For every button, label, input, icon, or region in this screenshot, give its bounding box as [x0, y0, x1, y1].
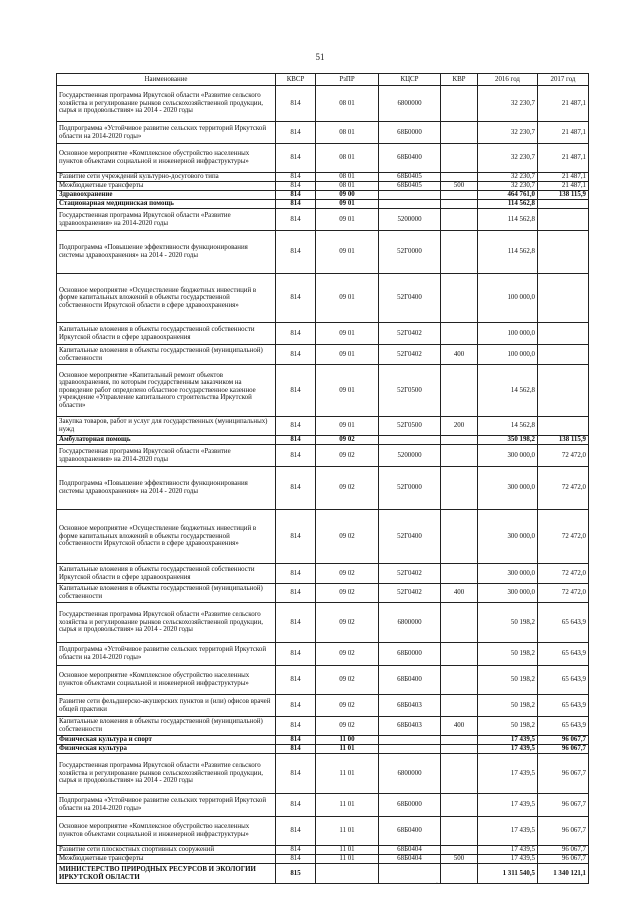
cell-name: Межбюджетные трансферты — [57, 855, 276, 864]
table-row — [57, 173, 589, 182]
cell-2016: 50 198,2 — [478, 643, 538, 666]
cell-rzpr: 09 00 — [316, 191, 379, 200]
cell-rzpr: 09 02 — [316, 445, 379, 467]
cell-2017: 138 115,9 — [538, 191, 589, 200]
cell-2017 — [538, 200, 589, 209]
cell-name: Подпрограмма «Устойчивое развитие сельских территорий Иркутской области на 2014-2020 годы» — [57, 794, 276, 817]
cell-kvr — [441, 365, 478, 417]
cell-name: Государственная программа Иркутской области «Развитие здравоохранения» на 2014-2020 годы — [57, 209, 276, 231]
cell-kvsr: 814 — [276, 717, 316, 736]
cell-rzpr: 11 01 — [316, 754, 379, 794]
cell-2017: 72 472,0 — [538, 584, 589, 603]
cell-kvr — [441, 794, 478, 817]
table-row — [57, 274, 589, 323]
cell-kcsr: 68Б0404 — [379, 855, 441, 864]
cell-2017: 96 067,7 — [538, 736, 589, 745]
cell-name: Межбюджетные трансферты — [57, 182, 276, 191]
cell-name: Капитальные вложения в объекты государственной (муниципальной) собственности — [57, 717, 276, 736]
cell-kcsr — [379, 745, 441, 754]
cell-kvr — [441, 122, 478, 144]
table-row — [57, 345, 589, 365]
cell-rzpr: 09 02 — [316, 666, 379, 695]
table-row — [57, 855, 589, 864]
cell-rzpr: 09 01 — [316, 209, 379, 231]
cell-kvr — [441, 173, 478, 182]
cell-name: Основное мероприятие «Комплексное обустройство населенных пунктов объектами социальной и инженерной инфраструктуры» — [57, 817, 276, 846]
cell-rzpr: 08 01 — [316, 144, 379, 173]
cell-2017 — [538, 231, 589, 274]
cell-kvsr: 814 — [276, 417, 316, 436]
cell-kcsr: 68Б0403 — [379, 695, 441, 717]
cell-2016: 17 439,5 — [478, 817, 538, 846]
table-row — [57, 445, 589, 467]
cell-kcsr: 52Г0000 — [379, 467, 441, 510]
cell-rzpr: 09 02 — [316, 695, 379, 717]
cell-name: Здравоохранение — [57, 191, 276, 200]
cell-2017 — [538, 417, 589, 436]
cell-kvsr: 814 — [276, 736, 316, 745]
cell-rzpr: 09 01 — [316, 323, 379, 345]
table-row — [57, 323, 589, 345]
cell-kcsr: 5200000 — [379, 445, 441, 467]
cell-kvsr: 814 — [276, 584, 316, 603]
cell-kvr — [441, 467, 478, 510]
table-row — [57, 231, 589, 274]
cell-kvsr: 814 — [276, 231, 316, 274]
cell-2016: 114 562,8 — [478, 200, 538, 209]
cell-2017: 65 643,9 — [538, 666, 589, 695]
cell-rzpr: 09 01 — [316, 417, 379, 436]
cell-name: МИНИСТЕРСТВО ПРИРОДНЫХ РЕСУРСОВ И ЭКОЛОГИИ ИРКУТСКОЙ ОБЛАСТИ — [57, 864, 276, 884]
table-row — [57, 817, 589, 846]
cell-name: Развитие сети плоскостных спортивных сооружений — [57, 846, 276, 855]
cell-2016: 17 439,5 — [478, 855, 538, 864]
cell-name: Основное мероприятие «Комплексное обустройство населенных пунктов объектами социальной и инженерной инфраструктуры» — [57, 666, 276, 695]
cell-kvsr: 814 — [276, 182, 316, 191]
cell-2017: 96 067,7 — [538, 846, 589, 855]
table-row — [57, 564, 589, 584]
cell-2017: 96 067,7 — [538, 794, 589, 817]
cell-kvsr: 814 — [276, 200, 316, 209]
cell-rzpr: 09 02 — [316, 584, 379, 603]
table-row — [57, 209, 589, 231]
cell-rzpr: 09 02 — [316, 510, 379, 564]
cell-kcsr: 5200000 — [379, 209, 441, 231]
budget-table — [56, 73, 589, 884]
cell-kcsr: 6800000 — [379, 754, 441, 794]
cell-2017: 21 487,1 — [538, 182, 589, 191]
cell-name: Капитальные вложения в объекты государственной собственности Иркутской области в сфере здравоохранения — [57, 323, 276, 345]
cell-name: Закупка товаров, работ и услуг для государственных (муниципальных) нужд — [57, 417, 276, 436]
table-row — [57, 754, 589, 794]
cell-rzpr: 11 00 — [316, 736, 379, 745]
cell-kcsr: 68Б0400 — [379, 144, 441, 173]
cell-kvsr: 814 — [276, 191, 316, 200]
cell-rzpr: 11 01 — [316, 817, 379, 846]
cell-2017: 96 067,7 — [538, 754, 589, 794]
cell-kvsr: 814 — [276, 467, 316, 510]
cell-kcsr: 52Г0402 — [379, 345, 441, 365]
cell-name: Государственная программа Иркутской области «Развитие здравоохранения» на 2014-2020 годы — [57, 445, 276, 467]
cell-2016: 32 230,7 — [478, 173, 538, 182]
cell-name: Основное мероприятие «Капитальный ремонт объектов здравоохранения, по которым государственным заказчиком на проведение работ определено областное государственное казенное учреждение «Управление капитального строительства Иркутской области» — [57, 365, 276, 417]
cell-name: Подпрограмма «Устойчивое развитие сельских территорий Иркутской области на 2014-2020 годы» — [57, 122, 276, 144]
page-number: 51 — [315, 52, 325, 62]
cell-rzpr: 11 01 — [316, 745, 379, 754]
cell-kvsr: 815 — [276, 864, 316, 884]
header-rzpr: РзПР — [316, 74, 379, 86]
cell-kcsr — [379, 736, 441, 745]
cell-name: Стационарная медицинская помощь — [57, 200, 276, 209]
cell-kvr — [441, 817, 478, 846]
cell-kvsr: 814 — [276, 564, 316, 584]
cell-2016: 32 230,7 — [478, 144, 538, 173]
cell-2016: 14 562,8 — [478, 417, 538, 436]
cell-rzpr: 08 01 — [316, 173, 379, 182]
cell-kcsr: 52Г0400 — [379, 510, 441, 564]
cell-kcsr: 52Г0402 — [379, 584, 441, 603]
cell-kvsr: 814 — [276, 365, 316, 417]
cell-kvr: 500 — [441, 182, 478, 191]
cell-2017: 21 487,1 — [538, 173, 589, 182]
cell-kvsr: 814 — [276, 666, 316, 695]
cell-kcsr — [379, 200, 441, 209]
cell-rzpr: 09 01 — [316, 200, 379, 209]
cell-2017: 96 067,7 — [538, 855, 589, 864]
table-row — [57, 584, 589, 603]
cell-kvr — [441, 643, 478, 666]
cell-kvr — [441, 86, 478, 122]
cell-2016: 50 198,2 — [478, 666, 538, 695]
cell-2017 — [538, 209, 589, 231]
cell-2017: 65 643,9 — [538, 695, 589, 717]
cell-2016: 114 562,8 — [478, 231, 538, 274]
table-row — [57, 191, 589, 200]
cell-2016: 50 198,2 — [478, 717, 538, 736]
header-2017: 2017 год — [538, 74, 589, 86]
cell-2016: 50 198,2 — [478, 603, 538, 643]
cell-kvsr: 814 — [276, 173, 316, 182]
cell-kvr — [441, 846, 478, 855]
cell-kcsr: 68Б0404 — [379, 846, 441, 855]
table-row — [57, 365, 589, 417]
header-2016: 2016 год — [478, 74, 538, 86]
cell-2016: 100 000,0 — [478, 323, 538, 345]
header-kcsr: КЦСР — [379, 74, 441, 86]
cell-rzpr: 09 02 — [316, 564, 379, 584]
cell-name: Развитие сети учреждений культурно-досугового типа — [57, 173, 276, 182]
cell-rzpr: 09 02 — [316, 467, 379, 510]
cell-kcsr: 52Г0402 — [379, 323, 441, 345]
table-row — [57, 603, 589, 643]
cell-2017: 72 472,0 — [538, 467, 589, 510]
cell-kvsr: 814 — [276, 144, 316, 173]
cell-kvsr: 814 — [276, 603, 316, 643]
cell-kvr — [441, 666, 478, 695]
cell-name: Подпрограмма «Повышение эффективности функционирования системы здравоохранения» на 2014 - 2020 годы — [57, 467, 276, 510]
cell-rzpr: 09 01 — [316, 274, 379, 323]
cell-2017: 21 487,1 — [538, 144, 589, 173]
cell-rzpr — [316, 864, 379, 884]
table-row — [57, 794, 589, 817]
cell-2016: 300 000,0 — [478, 445, 538, 467]
cell-kvr: 400 — [441, 584, 478, 603]
cell-rzpr: 09 02 — [316, 603, 379, 643]
cell-kvsr: 814 — [276, 209, 316, 231]
cell-name: Подпрограмма «Устойчивое развитие сельских территорий Иркутской области на 2014-2020 годы» — [57, 643, 276, 666]
cell-rzpr: 09 02 — [316, 717, 379, 736]
cell-name: Физическая культура — [57, 745, 276, 754]
cell-kcsr: 68Б0405 — [379, 182, 441, 191]
cell-2017: 72 472,0 — [538, 445, 589, 467]
cell-rzpr: 09 02 — [316, 436, 379, 445]
cell-kvr — [441, 436, 478, 445]
cell-kvr — [441, 510, 478, 564]
cell-kvsr: 814 — [276, 323, 316, 345]
table-row — [57, 436, 589, 445]
cell-2016: 300 000,0 — [478, 564, 538, 584]
cell-kvr — [441, 864, 478, 884]
cell-kvr — [441, 745, 478, 754]
cell-2017: 21 487,1 — [538, 86, 589, 122]
cell-2016: 32 230,7 — [478, 122, 538, 144]
table-row — [57, 666, 589, 695]
cell-kvr — [441, 274, 478, 323]
header-kvsr: КВСР — [276, 74, 316, 86]
cell-name: Государственная программа Иркутской области «Развитие сельского хозяйства и регулирование рынков сельскохозяйственной продукции, сырья и продовольствия» на 2014 - 2020 годы — [57, 754, 276, 794]
scan-mark: ‧ — [436, 881, 438, 887]
cell-2017: 96 067,7 — [538, 817, 589, 846]
cell-name: Физическая культура и спорт — [57, 736, 276, 745]
table-row — [57, 846, 589, 855]
cell-2017: 1 340 121,1 — [538, 864, 589, 884]
cell-kcsr — [379, 191, 441, 200]
cell-kvsr: 814 — [276, 643, 316, 666]
cell-kvsr: 814 — [276, 274, 316, 323]
table-row — [57, 144, 589, 173]
cell-name: Основное мероприятие «Осуществление бюджетных инвестиций в форме капитальных вложений в объекты государственной собственности Иркутской области в сфере здравоохранения» — [57, 274, 276, 323]
cell-kcsr: 68Б0000 — [379, 643, 441, 666]
cell-2016: 300 000,0 — [478, 467, 538, 510]
cell-kvr — [441, 209, 478, 231]
table-header-row — [57, 74, 589, 86]
cell-name: Капитальные вложения в объекты государственной (муниципальной) собственности — [57, 345, 276, 365]
cell-rzpr: 11 01 — [316, 846, 379, 855]
cell-kcsr: 52Г0400 — [379, 274, 441, 323]
cell-2017: 96 067,7 — [538, 745, 589, 754]
table-row — [57, 695, 589, 717]
cell-kvsr: 814 — [276, 86, 316, 122]
cell-name: Государственная программа Иркутской области «Развитие сельского хозяйства и регулирование рынков сельскохозяйственной продукции, сырья и продовольствия» на 2014 - 2020 годы — [57, 86, 276, 122]
cell-kvsr: 814 — [276, 345, 316, 365]
cell-name: Развитие сети фельдшерско-акушерских пунктов и (или) офисов врачей общей практики — [57, 695, 276, 717]
cell-kvr — [441, 200, 478, 209]
cell-kvsr: 814 — [276, 794, 316, 817]
cell-kvsr: 814 — [276, 855, 316, 864]
cell-kvsr: 814 — [276, 695, 316, 717]
cell-kcsr: 52Г0402 — [379, 564, 441, 584]
cell-name: Капитальные вложения в объекты государственной (муниципальной) собственности — [57, 584, 276, 603]
cell-2016: 17 439,5 — [478, 846, 538, 855]
cell-2016: 114 562,8 — [478, 209, 538, 231]
cell-name: Основное мероприятие «Осуществление бюджетных инвестиций в форме капитальных вложений в объекты государственной собственности Иркутской области в сфере здравоохранения» — [57, 510, 276, 564]
cell-2017: 21 487,1 — [538, 122, 589, 144]
cell-2016: 1 311 540,5 — [478, 864, 538, 884]
cell-kcsr — [379, 864, 441, 884]
cell-2017: 65 643,9 — [538, 603, 589, 643]
cell-kvr — [441, 323, 478, 345]
cell-2016: 17 439,5 — [478, 794, 538, 817]
cell-kvr — [441, 564, 478, 584]
table-row — [57, 736, 589, 745]
cell-kvsr: 814 — [276, 510, 316, 564]
cell-2017 — [538, 323, 589, 345]
cell-kvr — [441, 445, 478, 467]
cell-kvr — [441, 736, 478, 745]
cell-2017 — [538, 365, 589, 417]
table-body — [57, 86, 589, 884]
cell-rzpr: 08 01 — [316, 182, 379, 191]
cell-kvr — [441, 603, 478, 643]
cell-name: Капитальные вложения в объекты государственной собственности Иркутской области в сфере здравоохранения — [57, 564, 276, 584]
cell-name: Государственная программа Иркутской области «Развитие сельского хозяйства и регулирование рынков сельскохозяйственной продукции, сырья и продовольствия» на 2014 - 2020 годы — [57, 603, 276, 643]
table-row — [57, 717, 589, 736]
cell-kcsr: 68Б0400 — [379, 666, 441, 695]
cell-2016: 17 439,5 — [478, 745, 538, 754]
cell-kvr: 400 — [441, 717, 478, 736]
cell-2016: 17 439,5 — [478, 736, 538, 745]
cell-2016: 350 198,2 — [478, 436, 538, 445]
cell-rzpr: 09 01 — [316, 231, 379, 274]
cell-2016: 17 439,5 — [478, 754, 538, 794]
table-row — [57, 417, 589, 436]
cell-2016: 50 198,2 — [478, 695, 538, 717]
cell-kcsr: 52Г0500 — [379, 417, 441, 436]
cell-kvsr: 814 — [276, 436, 316, 445]
table-row — [57, 643, 589, 666]
cell-kvr — [441, 231, 478, 274]
cell-kcsr: 68Б0000 — [379, 122, 441, 144]
table-row — [57, 200, 589, 209]
cell-rzpr: 11 01 — [316, 855, 379, 864]
cell-rzpr: 08 01 — [316, 122, 379, 144]
cell-2016: 14 562,8 — [478, 365, 538, 417]
cell-2016: 100 000,0 — [478, 274, 538, 323]
cell-kvr — [441, 695, 478, 717]
cell-2016: 300 000,0 — [478, 584, 538, 603]
cell-kvsr: 814 — [276, 445, 316, 467]
cell-kvsr: 814 — [276, 122, 316, 144]
cell-kvr — [441, 191, 478, 200]
cell-2017: 72 472,0 — [538, 564, 589, 584]
table-row — [57, 745, 589, 754]
table-row — [57, 467, 589, 510]
cell-kvr: 400 — [441, 345, 478, 365]
cell-kvsr: 814 — [276, 846, 316, 855]
cell-2016: 300 000,0 — [478, 510, 538, 564]
cell-kvr — [441, 144, 478, 173]
cell-2017 — [538, 345, 589, 365]
cell-2017: 138 115,9 — [538, 436, 589, 445]
cell-2016: 32 230,7 — [478, 86, 538, 122]
cell-kcsr: 68Б0403 — [379, 717, 441, 736]
cell-kcsr: 68Б0405 — [379, 173, 441, 182]
cell-2017: 65 643,9 — [538, 643, 589, 666]
cell-2016: 32 230,7 — [478, 182, 538, 191]
cell-rzpr: 08 01 — [316, 86, 379, 122]
cell-rzpr: 09 02 — [316, 643, 379, 666]
cell-kvsr: 814 — [276, 817, 316, 846]
cell-2016: 464 761,0 — [478, 191, 538, 200]
header-name: Наименование — [57, 74, 276, 86]
cell-name: Основное мероприятие «Комплексное обустройство населенных пунктов объектами социальной и инженерной инфраструктуры» — [57, 144, 276, 173]
table-row — [57, 122, 589, 144]
cell-2016: 100 000,0 — [478, 345, 538, 365]
cell-kvr: 500 — [441, 855, 478, 864]
cell-kcsr: 52Г0500 — [379, 365, 441, 417]
cell-kvsr: 814 — [276, 745, 316, 754]
header-kvr: КВР — [441, 74, 478, 86]
cell-kvr — [441, 754, 478, 794]
cell-kcsr: 6800000 — [379, 86, 441, 122]
cell-kcsr: 6800000 — [379, 603, 441, 643]
cell-kcsr: 52Г0000 — [379, 231, 441, 274]
cell-rzpr: 09 01 — [316, 365, 379, 417]
cell-kcsr — [379, 436, 441, 445]
cell-name: Амбулаторная помощь — [57, 436, 276, 445]
cell-2017: 65 643,9 — [538, 717, 589, 736]
cell-kvsr: 814 — [276, 754, 316, 794]
table-row — [57, 510, 589, 564]
cell-kcsr: 68Б0000 — [379, 794, 441, 817]
cell-kvr: 200 — [441, 417, 478, 436]
table-row — [57, 182, 589, 191]
table-row — [57, 86, 589, 122]
cell-rzpr: 09 01 — [316, 345, 379, 365]
cell-name: Подпрограмма «Повышение эффективности функционирования системы здравоохранения» на 2014 - 2020 годы — [57, 231, 276, 274]
cell-rzpr: 11 01 — [316, 794, 379, 817]
table-row — [57, 864, 589, 884]
cell-2017 — [538, 274, 589, 323]
cell-kcsr: 68Б0400 — [379, 817, 441, 846]
cell-2017: 72 472,0 — [538, 510, 589, 564]
